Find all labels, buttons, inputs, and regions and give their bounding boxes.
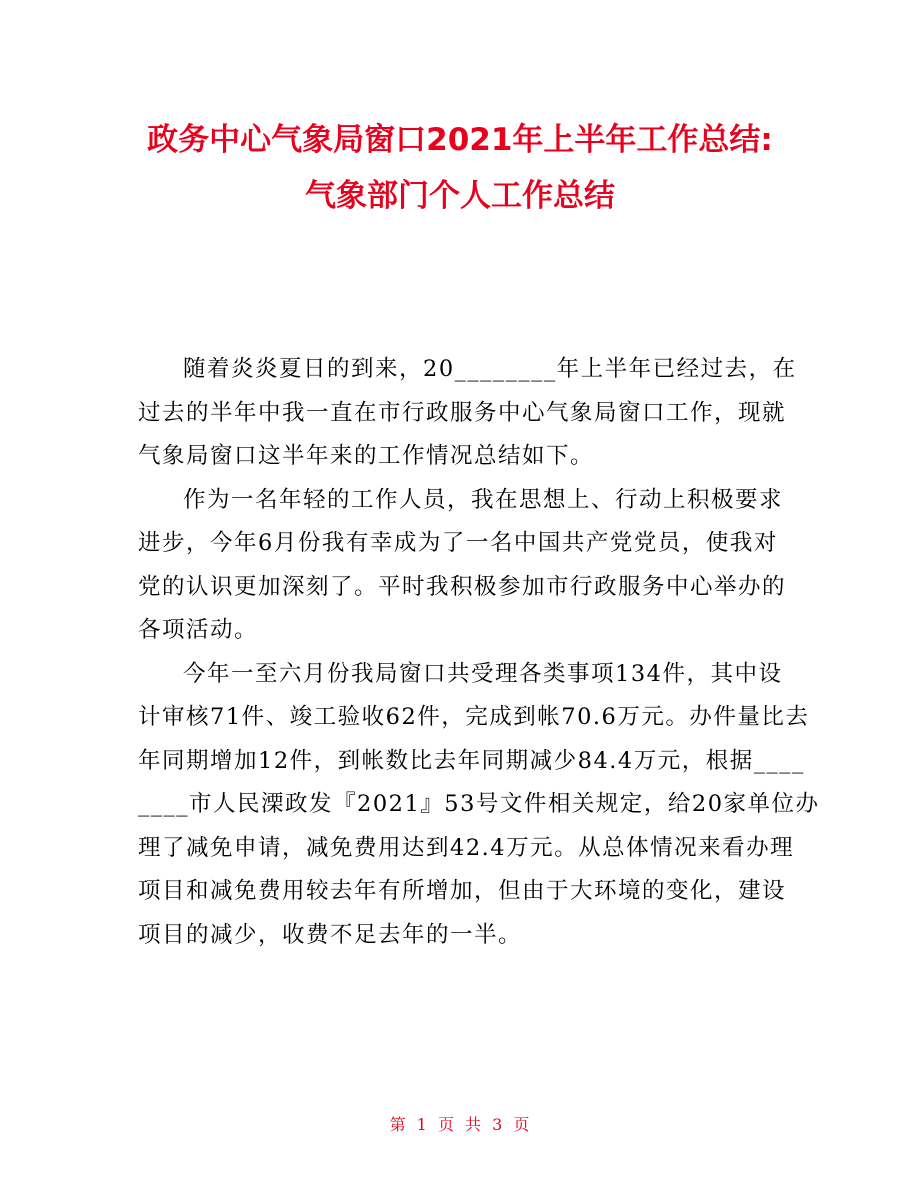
text-line: ____市人民溧政发『2021』53号文件相关规定，给20家单位办 [138, 791, 820, 817]
paragraph-personal [138, 479, 788, 653]
text-line: 随着炎炎夏日的到来，20________年上半年已经过去，在 [183, 356, 797, 382]
title-line-1: 政务中心气象局窗口2021年上半年工作总结: [147, 122, 773, 158]
text-line: 作为一名年轻的工作人员，我在思想上、行动上积极要求 [183, 486, 784, 513]
paragraph-intro [138, 348, 797, 479]
page-footer: 第 1 页 共 3 页 [389, 1115, 531, 1134]
text-line: 年同期增加12件，到帐数比去年同期减少84.4万元，根据____ [138, 747, 805, 774]
text-line: 计审核71件、竣工验收62件，完成到帐70.6万元。办件量比去 [138, 704, 810, 730]
paragraph-statistics [138, 653, 820, 958]
text-line: 今年一至六月份我局窗口共受理各类事项134件，其中设 [183, 660, 783, 687]
text-line: 项目的减少，收费不足去年的一半。 [138, 921, 523, 948]
title-line-2: 气象部门个人工作总结 [305, 178, 615, 214]
text-line: 气象局窗口这半年来的工作情况总结如下。 [138, 443, 595, 469]
text-line: 理了减免申请，减免费用达到42.4万元。从总体情况来看办理 [138, 834, 795, 861]
document-title [80, 112, 840, 224]
text-line: 党的认识更加深刻了。平时我积极参加市行政服务中心举办的 [138, 573, 787, 600]
text-line: 项目和减免费用较去年有所增加，但由于大环境的变化，建设 [138, 878, 787, 904]
text-line: 进步，今年6月份我有幸成为了一名中国共产党党员，使我对 [138, 530, 778, 556]
document-body [138, 348, 820, 957]
text-line: 过去的半年中我一直在市行政服务中心气象局窗口工作，现就 [138, 399, 787, 426]
text-line: 各项活动。 [138, 617, 259, 643]
